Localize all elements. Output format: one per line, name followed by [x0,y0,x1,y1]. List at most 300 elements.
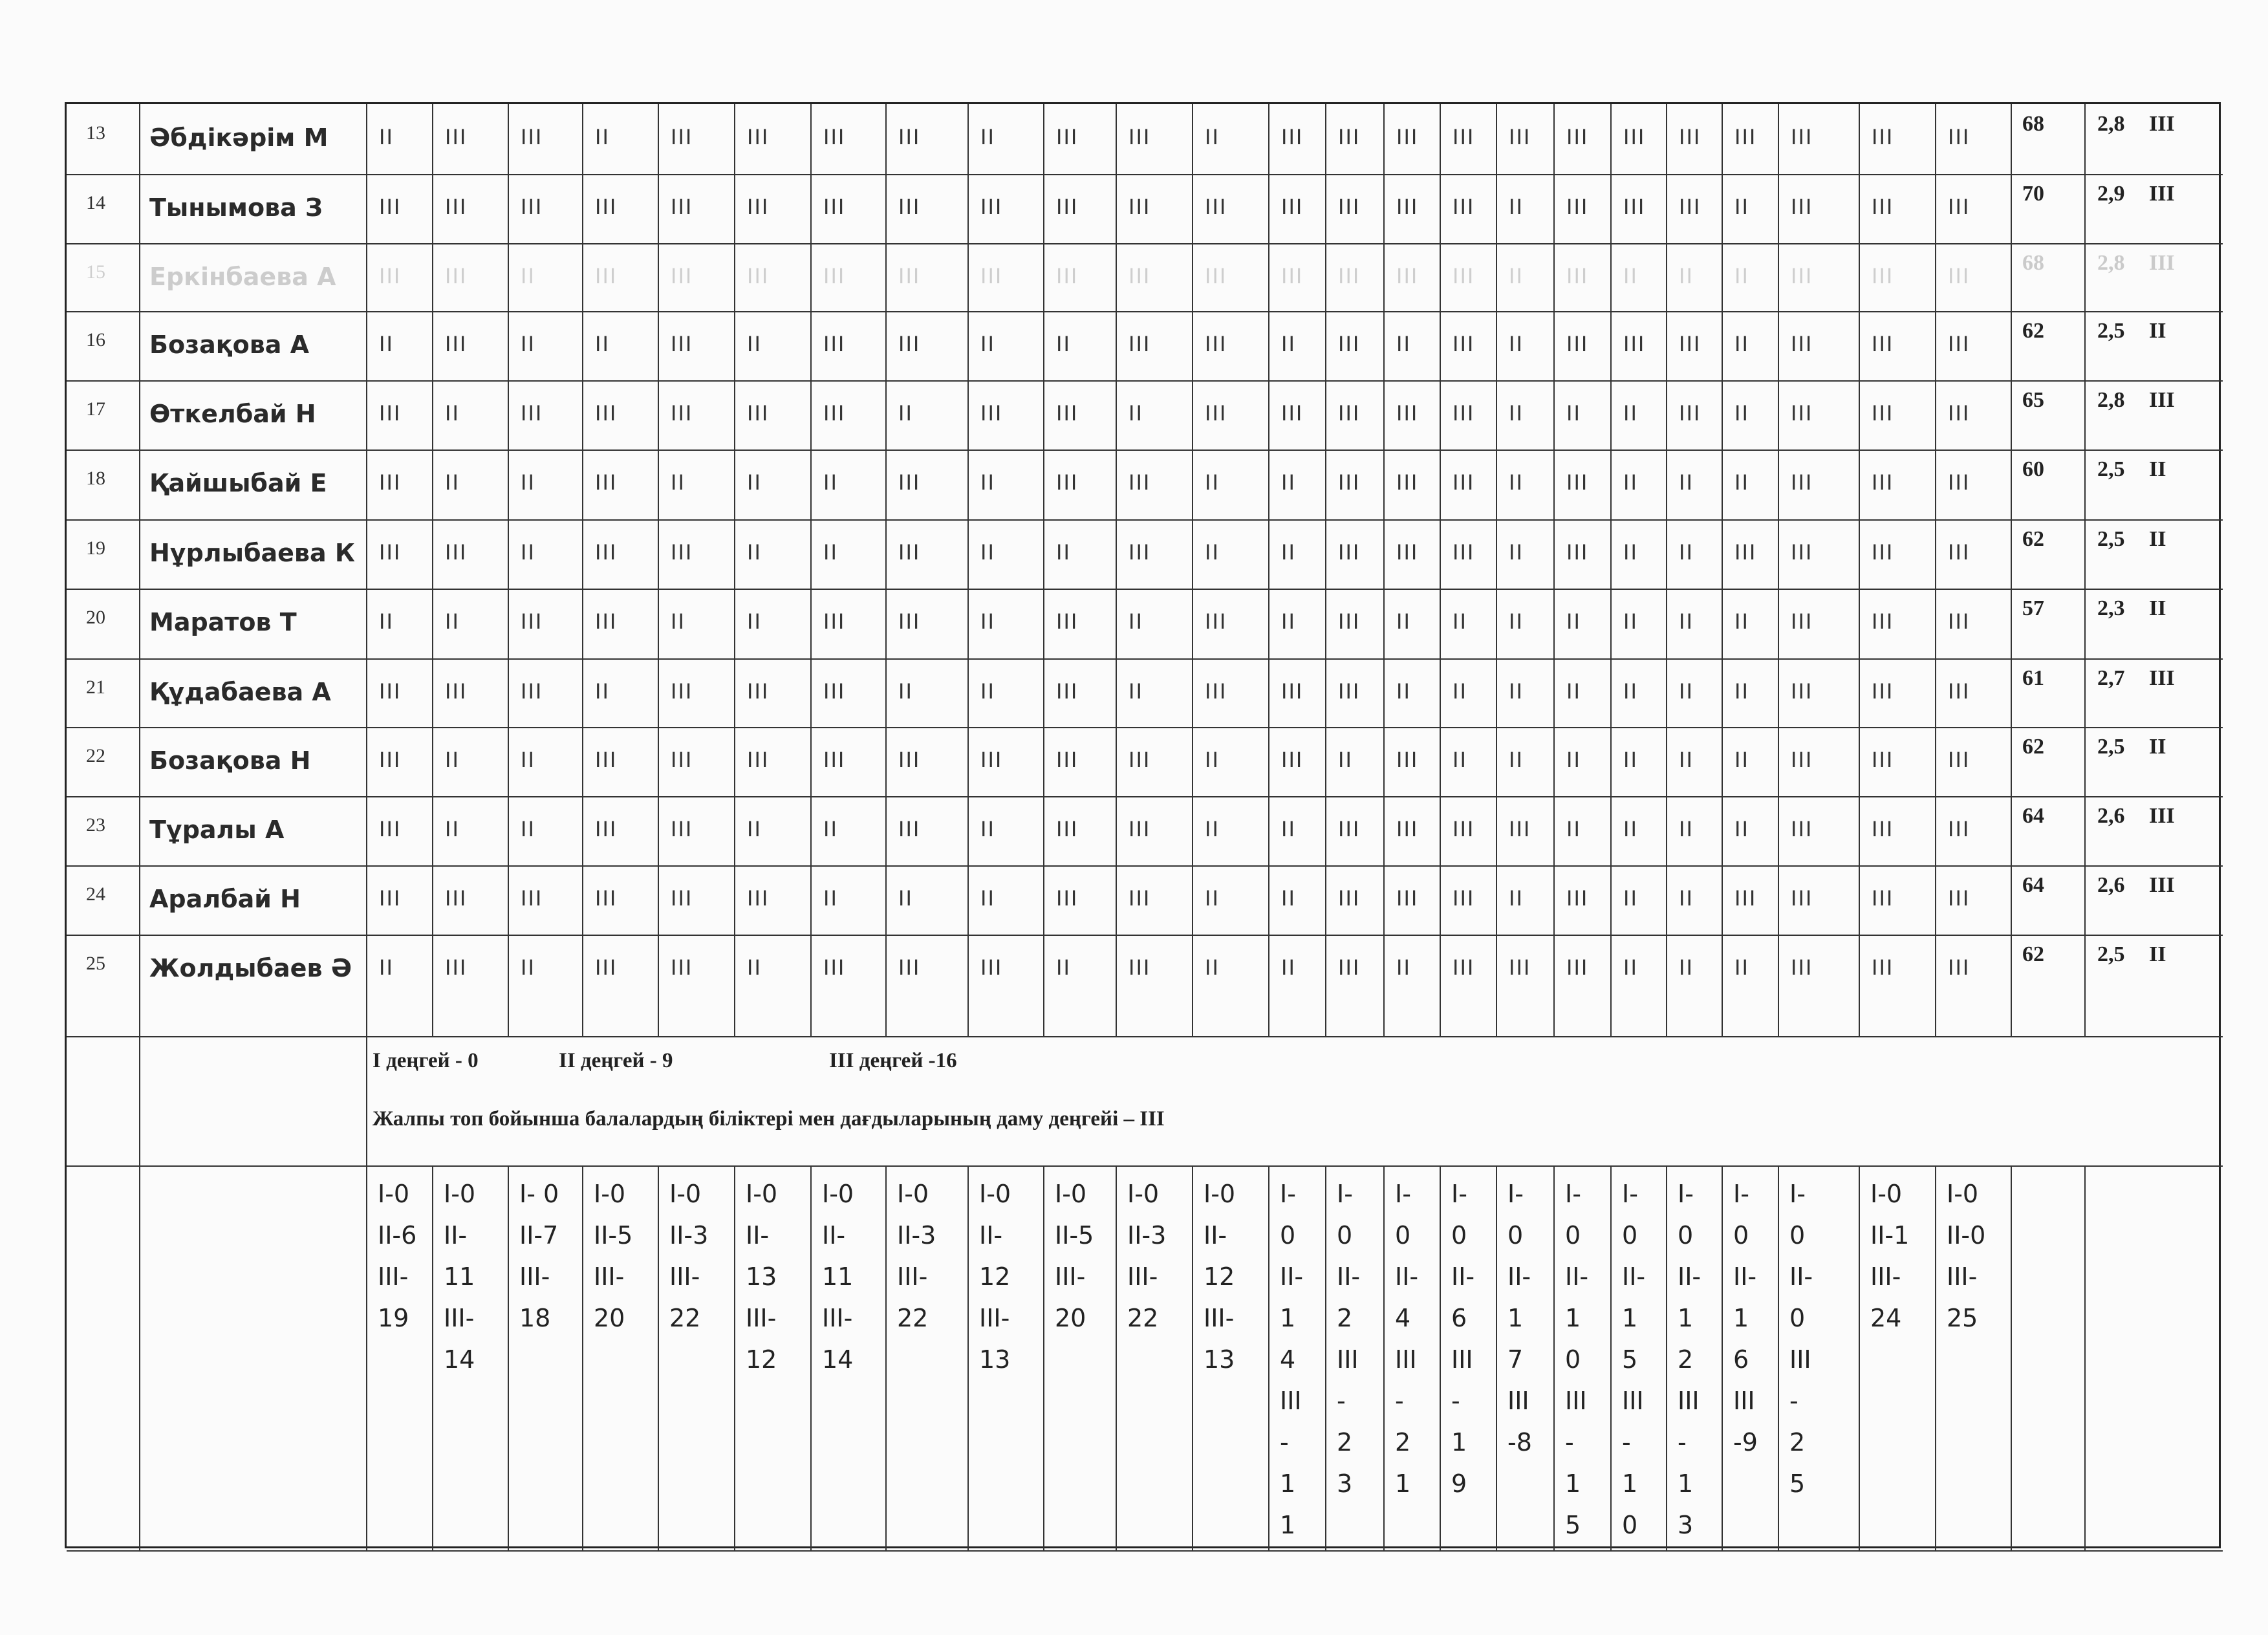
skill-mark: III [671,955,693,980]
average-score: 2,8 [2097,388,2125,412]
skill-mark: II [521,748,535,772]
average-score: 2,5 [2097,319,2125,343]
skill-mark: III [1948,748,1971,772]
skill-mark: III [1129,125,1151,149]
development-level: III [2149,388,2175,412]
row-number: 17 [86,398,105,420]
skill-mark: II [1734,401,1749,426]
skill-mark: III [595,195,618,219]
average-score: 2,7 [2097,666,2125,690]
skill-mark: III [595,955,618,980]
skill-mark: III [1205,609,1227,634]
grid-vline [1666,1165,1667,1550]
skill-mark: II [1396,609,1411,634]
skill-mark: II [1566,817,1581,841]
skill-mark: II [980,470,995,495]
overall-level: Жалпы топ бойынша балалардың біліктері мен дағдыларының даму деңгейі – III [373,1107,1165,1131]
skill-mark: III [1396,470,1419,495]
skill-mark: III [1948,886,1971,911]
skill-mark: II [1679,264,1694,288]
skill-mark: II [1056,332,1071,356]
skill-mark: III [1566,470,1589,495]
grid-vline [1192,1165,1193,1550]
skill-mark: II [1679,609,1694,634]
skill-mark: III [1205,401,1227,426]
row-number: 21 [86,677,105,698]
skill-mark: III [1566,125,1589,149]
skill-mark: III [1948,470,1971,495]
grid-vline [1383,1165,1385,1550]
skill-mark: III [1948,817,1971,841]
skill-mark: II [1679,817,1694,841]
skill-mark: II [1205,886,1220,911]
skill-mark: III [445,540,468,565]
skill-total: I-0 II-1 III- 24 [1870,1180,1910,1332]
skill-mark: III [1872,125,1894,149]
skill-mark: II [595,332,610,356]
skill-mark: II [747,470,762,495]
skill-mark: II [1129,401,1143,426]
skill-mark: II [1338,748,1353,772]
average-score: 2,5 [2097,527,2125,551]
grid-hline [67,727,2223,728]
skill-mark: III [1948,125,1971,149]
skill-total: I- 0 II-7 III- 18 [519,1180,559,1332]
skill-mark: III [747,125,770,149]
grid-vline [1935,1165,1936,1550]
skill-mark: II [1509,540,1524,565]
grid-vline [2011,1165,2012,1550]
total-score: 68 [2022,112,2044,136]
skill-mark: III [595,817,618,841]
skill-mark: III [1338,886,1361,911]
development-level: III [2149,182,2175,206]
skill-mark: III [379,195,402,219]
skill-mark: III [1566,955,1589,980]
skill-mark: II [1281,332,1296,356]
skill-mark: III [1872,264,1894,288]
skill-mark: III [1872,679,1894,704]
student-name: Бозақова А [149,330,310,359]
skill-mark: II [445,817,460,841]
grid-hline [67,311,2223,312]
skill-mark: II [1129,679,1143,704]
skill-mark: III [1872,886,1894,911]
student-name: Нұрлыбаева К [149,539,355,567]
skill-mark: III [1948,264,1971,288]
grid-hline [67,449,2223,451]
total-score: 62 [2022,527,2044,551]
student-name: Құдабаева А [149,678,331,706]
skill-mark: III [445,125,468,149]
skill-total: I- 0 II- 1 5 III - 1 0 [1622,1180,1646,1539]
skill-mark: III [1872,401,1894,426]
skill-mark: II [747,609,762,634]
skill-mark: III [445,195,468,219]
skill-mark: III [1205,264,1227,288]
skill-mark: III [1129,470,1151,495]
grid-hline [67,935,2223,936]
skill-mark: III [445,955,468,980]
skill-mark: II [1453,748,1467,772]
skill-mark: II [521,955,535,980]
skill-mark: III [1791,609,1813,634]
skill-mark: II [1281,540,1296,565]
skill-mark: II [1623,748,1638,772]
skill-mark: III [671,125,693,149]
skill-mark: III [1453,886,1475,911]
skill-mark: III [521,401,543,426]
skill-mark: II [521,470,535,495]
grid-vline [508,1165,509,1550]
row-number: 14 [86,192,105,213]
skill-total: I- 0 II- 1 2 III - 1 3 [1678,1180,1701,1539]
level-1-count: I деңгей - 0 [373,1049,479,1072]
skill-mark: II [671,609,686,634]
skill-mark: III [671,679,693,704]
skill-mark: III [1872,540,1894,565]
skill-mark: III [1791,125,1813,149]
skill-mark: III [1281,264,1304,288]
grid-vline [1610,1165,1612,1550]
skill-total: I- 0 II- 2 III - 2 3 [1337,1180,1361,1498]
skill-mark: III [1872,748,1894,772]
skill-mark: II [379,125,394,149]
average-score: 2,8 [2097,112,2125,136]
skill-mark: III [521,886,543,911]
skill-mark: II [1679,748,1694,772]
skill-mark: II [823,540,838,565]
skill-mark: III [595,886,618,911]
skill-mark: III [595,470,618,495]
skill-mark: II [1734,679,1749,704]
skill-mark: III [595,748,618,772]
skill-mark: III [1453,125,1475,149]
skill-mark: III [1948,679,1971,704]
skill-mark: II [1566,401,1581,426]
skill-mark: III [823,955,846,980]
skill-mark: III [747,748,770,772]
skill-mark: II [747,332,762,356]
skill-mark: II [1623,540,1638,565]
grid-vline [1496,1165,1497,1550]
skill-mark: III [379,886,402,911]
skill-mark: III [1281,125,1304,149]
skill-mark: III [595,540,618,565]
development-level: III [2149,666,2175,690]
skill-mark: II [980,817,995,841]
skill-total: I-0 II-3 III- 22 [897,1180,936,1332]
total-score: 65 [2022,388,2044,412]
skill-mark: III [980,195,1003,219]
skill-mark: III [1338,332,1361,356]
skill-mark: II [1679,470,1694,495]
student-name: Бозақова Н [149,746,311,775]
skill-mark: III [823,125,846,149]
assessment-table [65,102,2221,1548]
skill-mark: III [1453,540,1475,565]
skill-mark: III [595,264,618,288]
skill-mark: II [823,886,838,911]
total-score: 62 [2022,319,2044,343]
grid-vline [885,1165,887,1550]
skill-mark: III [1338,195,1361,219]
skill-total: I-0 II-0 III- 25 [1947,1180,1986,1332]
student-name: Аралбай Н [149,885,301,913]
skill-mark: II [1679,679,1694,704]
row-number: 18 [86,468,105,489]
skill-mark: III [823,748,846,772]
grid-vline [734,1165,735,1550]
skill-mark: III [1205,195,1227,219]
skill-mark: II [1734,955,1749,980]
skill-mark: II [1205,125,1220,149]
skill-mark: III [1872,955,1894,980]
skill-mark: III [1338,125,1361,149]
skill-mark: II [898,886,913,911]
skill-mark: III [1205,332,1227,356]
skill-mark: II [1679,540,1694,565]
skill-mark: III [671,332,693,356]
skill-mark: III [1338,401,1361,426]
skill-mark: II [521,540,535,565]
grid-vline [1325,1165,1326,1550]
skill-mark: III [1566,195,1589,219]
skill-mark: III [671,540,693,565]
skill-mark: III [671,264,693,288]
skill-mark: II [1509,886,1524,911]
skill-mark: III [898,470,921,495]
grid-hline [67,796,2223,797]
skill-mark: III [1872,195,1894,219]
skill-mark: III [521,195,543,219]
skill-mark: II [671,470,686,495]
skill-mark: III [747,195,770,219]
average-score: 2,9 [2097,182,2125,206]
skill-mark: III [1396,401,1419,426]
skill-mark: III [980,264,1003,288]
skill-mark: II [445,401,460,426]
skill-mark: II [1566,679,1581,704]
skill-mark: III [521,679,543,704]
skill-mark: III [1453,264,1475,288]
grid-vline [1043,1165,1044,1550]
skill-mark: III [1948,609,1971,634]
skill-mark: III [1338,540,1361,565]
row-number: 24 [86,883,105,905]
skill-mark: III [1453,401,1475,426]
skill-mark: III [823,679,846,704]
grid-hline [67,519,2223,521]
skill-mark: III [1791,540,1813,565]
skill-mark: II [823,470,838,495]
skill-mark: III [898,332,921,356]
skill-mark: II [379,955,394,980]
skill-mark: III [898,817,921,841]
grid-vline [1553,1165,1555,1550]
total-score: 62 [2022,942,2044,966]
skill-mark: III [379,748,402,772]
skill-mark: II [1281,817,1296,841]
skill-mark: II [1566,748,1581,772]
skill-mark: III [747,886,770,911]
skill-mark: III [1056,886,1079,911]
skill-mark: II [1056,540,1071,565]
skill-mark: III [898,195,921,219]
grid-vline [1116,1165,1117,1550]
grid-vline [582,1165,583,1550]
skill-mark: III [1623,125,1646,149]
skill-mark: III [1338,817,1361,841]
skill-mark: III [980,955,1003,980]
skill-mark: II [1509,264,1524,288]
skill-total: I-0 II-5 III- 20 [1055,1180,1094,1332]
skill-mark: III [595,401,618,426]
skill-mark: III [823,332,846,356]
skill-mark: III [671,401,693,426]
skill-mark: II [445,609,460,634]
skill-mark: II [1396,679,1411,704]
skill-mark: III [671,195,693,219]
skill-total: I-0 II- 11 III- 14 [444,1180,476,1374]
skill-mark: III [823,264,846,288]
grid-hline [67,1550,2223,1552]
skill-mark: III [898,609,921,634]
skill-mark: III [1056,470,1079,495]
skill-mark: II [1396,955,1411,980]
skill-mark: III [1056,401,1079,426]
skill-mark: III [1129,332,1151,356]
skill-mark: III [1396,817,1419,841]
skill-mark: III [1791,748,1813,772]
development-level: II [2149,735,2166,759]
skill-mark: III [379,817,402,841]
skill-mark: III [1791,470,1813,495]
skill-mark: II [980,886,995,911]
skill-mark: III [1338,679,1361,704]
skill-total: I- 0 II- 1 0 III - 1 5 [1565,1180,1589,1539]
skill-mark: III [445,886,468,911]
skill-mark: III [1948,540,1971,565]
row-number: 19 [86,537,105,559]
skill-mark: III [898,540,921,565]
skill-mark: III [1129,886,1151,911]
skill-mark: III [1948,955,1971,980]
row-number: 16 [86,329,105,351]
skill-total: I-0 II-6 III- 19 [378,1180,417,1332]
skill-mark: III [1734,125,1757,149]
grid-vline [810,1165,812,1550]
skill-mark: II [1566,609,1581,634]
grid-hline [67,243,2223,244]
skill-mark: III [1281,748,1304,772]
skill-mark: III [1129,955,1151,980]
skill-mark: III [1566,332,1589,356]
skill-mark: II [1509,332,1524,356]
skill-mark: II [521,817,535,841]
skill-mark: II [898,679,913,704]
skill-mark: II [1734,748,1749,772]
skill-mark: III [1679,332,1701,356]
skill-mark: II [379,332,394,356]
student-name: Әбдікәрім М [149,124,329,152]
skill-mark: II [1623,955,1638,980]
skill-mark: III [1453,195,1475,219]
skill-mark: III [1338,264,1361,288]
skill-mark: III [671,817,693,841]
skill-mark: III [1056,748,1079,772]
development-level: II [2149,457,2166,481]
skill-mark: III [1129,748,1151,772]
skill-mark: III [1453,332,1475,356]
student-name: Жолдыбаев Ә [149,954,352,982]
skill-mark: III [980,401,1003,426]
average-score: 2,6 [2097,873,2125,897]
skill-mark: III [1679,125,1701,149]
skill-total: I- 0 II- 1 6 III -9 [1733,1180,1758,1456]
skill-mark: III [1734,886,1757,911]
skill-mark: III [1281,195,1304,219]
skill-mark: III [898,125,921,149]
skill-mark: II [1734,195,1749,219]
total-score: 61 [2022,666,2044,690]
skill-mark: III [1129,817,1151,841]
skill-mark: II [1623,401,1638,426]
skill-mark: III [1791,401,1813,426]
skill-mark: III [445,332,468,356]
skill-mark: III [1872,332,1894,356]
skill-mark: II [980,540,995,565]
grid-hline [67,589,2223,590]
skill-mark: III [1791,886,1813,911]
development-level: III [2149,112,2175,136]
skill-mark: II [1205,540,1220,565]
skill-mark: III [1566,540,1589,565]
skill-mark: III [823,609,846,634]
student-name: Тынымова З [149,193,323,222]
total-score: 60 [2022,457,2044,481]
skill-total: I-0 II-5 III- 20 [594,1180,633,1332]
skill-mark: III [445,679,468,704]
skill-mark: II [521,332,535,356]
skill-mark: II [1734,609,1749,634]
skill-mark: III [1281,401,1304,426]
average-score: 2,8 [2097,251,2125,275]
skill-mark: III [1566,264,1589,288]
skill-mark: III [1396,264,1419,288]
skill-mark: III [379,264,402,288]
skill-mark: II [1281,955,1296,980]
skill-mark: III [1396,195,1419,219]
skill-mark: III [823,195,846,219]
skill-mark: III [1056,609,1079,634]
total-score: 70 [2022,182,2044,206]
grid-vline [2084,1165,2086,1550]
skill-mark: III [1129,195,1151,219]
skill-mark: III [379,540,402,565]
skill-mark: II [1205,817,1220,841]
row-number: 25 [86,953,105,974]
skill-mark: III [671,748,693,772]
skill-mark: II [1623,817,1638,841]
skill-mark: III [379,679,402,704]
level-2-count: II деңгей - 9 [559,1049,673,1072]
skill-total: I- 0 II- 0 III - 2 5 [1789,1180,1813,1498]
average-score: 2,5 [2097,735,2125,759]
skill-mark: III [1396,125,1419,149]
grid-vline [139,104,140,1550]
skill-mark: III [1872,817,1894,841]
